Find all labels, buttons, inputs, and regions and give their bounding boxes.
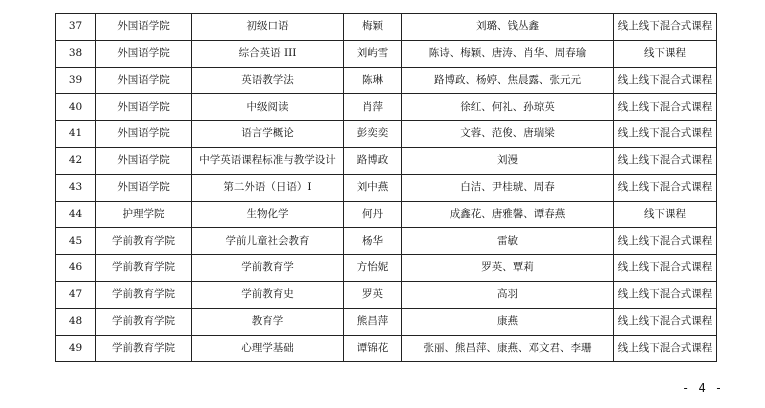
lead-teacher-cell: 彭奕奕: [344, 121, 402, 148]
course-type-cell: 线上线下混合式课程: [614, 67, 717, 94]
college-cell: 学前教育学院: [96, 228, 192, 255]
lead-teacher-cell: 杨华: [344, 228, 402, 255]
row-number-cell: 40: [56, 94, 96, 121]
lead-teacher-cell: 谭锦花: [344, 335, 402, 362]
row-number-cell: 49: [56, 335, 96, 362]
team-members-cell: 白洁、尹桂琥、周春: [402, 174, 614, 201]
college-cell: 外国语学院: [96, 174, 192, 201]
course-name-cell: 中级阅读: [192, 94, 344, 121]
course-type-cell: 线上线下混合式课程: [614, 255, 717, 282]
team-members-cell: 陈诗、梅颖、唐涛、肖华、周春瑜: [402, 40, 614, 67]
course-name-cell: 心理学基础: [192, 335, 344, 362]
lead-teacher-cell: 梅颖: [344, 14, 402, 41]
row-number-cell: 39: [56, 67, 96, 94]
course-name-cell: 学前儿童社会教育: [192, 228, 344, 255]
course-type-cell: 线上线下混合式课程: [614, 174, 717, 201]
course-name-cell: 中学英语课程标准与教学设计: [192, 147, 344, 174]
team-members-cell: 康燕: [402, 308, 614, 335]
table-row: [56, 255, 717, 282]
lead-teacher-cell: 路博政: [344, 147, 402, 174]
college-cell: 学前教育学院: [96, 255, 192, 282]
row-number-cell: 46: [56, 255, 96, 282]
lead-teacher-cell: 熊昌萍: [344, 308, 402, 335]
course-name-cell: 学前教育史: [192, 281, 344, 308]
course-name-cell: 学前教育学: [192, 255, 344, 282]
course-type-cell: 线上线下混合式课程: [614, 14, 717, 41]
college-cell: 外国语学院: [96, 121, 192, 148]
course-type-cell: 线上线下混合式课程: [614, 121, 717, 148]
lead-teacher-cell: 刘屿雪: [344, 40, 402, 67]
table-row: [56, 121, 717, 148]
college-cell: 外国语学院: [96, 94, 192, 121]
course-name-cell: 英语教学法: [192, 67, 344, 94]
row-number-cell: 41: [56, 121, 96, 148]
lead-teacher-cell: 罗英: [344, 281, 402, 308]
table-row: [56, 308, 717, 335]
team-members-cell: 成鑫花、唐雅馨、谭春燕: [402, 201, 614, 228]
college-cell: 护理学院: [96, 201, 192, 228]
row-number-cell: 48: [56, 308, 96, 335]
table-row: [56, 40, 717, 67]
table-row: [56, 228, 717, 255]
row-number-cell: 37: [56, 14, 96, 41]
row-number-cell: 45: [56, 228, 96, 255]
course-type-cell: 线下课程: [614, 201, 717, 228]
team-members-cell: 张丽、熊昌萍、康燕、邓文君、李珊: [402, 335, 614, 362]
course-table: [55, 13, 717, 362]
team-members-cell: 刘璐、钱丛鑫: [402, 14, 614, 41]
course-type-cell: 线上线下混合式课程: [614, 228, 717, 255]
course-type-cell: 线上线下混合式课程: [614, 147, 717, 174]
college-cell: 学前教育学院: [96, 281, 192, 308]
college-cell: 学前教育学院: [96, 308, 192, 335]
college-cell: 外国语学院: [96, 14, 192, 41]
table-row: [56, 147, 717, 174]
team-members-cell: 路博政、杨婷、焦晨露、张元元: [402, 67, 614, 94]
course-name-cell: 教育学: [192, 308, 344, 335]
table-row: [56, 14, 717, 41]
college-cell: 外国语学院: [96, 40, 192, 67]
lead-teacher-cell: 方怡妮: [344, 255, 402, 282]
course-type-cell: 线上线下混合式课程: [614, 281, 717, 308]
lead-teacher-cell: 刘中燕: [344, 174, 402, 201]
team-members-cell: 文蓉、范俊、唐瑞梁: [402, 121, 614, 148]
table-row: [56, 67, 717, 94]
course-name-cell: 综合英语 III: [192, 40, 344, 67]
course-type-cell: 线上线下混合式课程: [614, 335, 717, 362]
college-cell: 学前教育学院: [96, 335, 192, 362]
course-name-cell: 初级口语: [192, 14, 344, 41]
course-type-cell: 线上线下混合式课程: [614, 94, 717, 121]
row-number-cell: 38: [56, 40, 96, 67]
table-row: [56, 281, 717, 308]
course-table-body: [56, 14, 717, 362]
lead-teacher-cell: 肖萍: [344, 94, 402, 121]
course-name-cell: 生物化学: [192, 201, 344, 228]
row-number-cell: 44: [56, 201, 96, 228]
row-number-cell: 43: [56, 174, 96, 201]
page-number: - 4 -: [682, 381, 724, 395]
table-row: [56, 174, 717, 201]
team-members-cell: 刘漫: [402, 147, 614, 174]
team-members-cell: 雷敏: [402, 228, 614, 255]
row-number-cell: 47: [56, 281, 96, 308]
table-row: [56, 94, 717, 121]
table-row: [56, 201, 717, 228]
course-name-cell: 第二外语（日语）Ⅰ: [192, 174, 344, 201]
college-cell: 外国语学院: [96, 147, 192, 174]
course-type-cell: 线上线下混合式课程: [614, 308, 717, 335]
course-name-cell: 语言学概论: [192, 121, 344, 148]
table-row: [56, 335, 717, 362]
team-members-cell: 罗英、覃莉: [402, 255, 614, 282]
team-members-cell: 高羽: [402, 281, 614, 308]
lead-teacher-cell: 陈琳: [344, 67, 402, 94]
team-members-cell: 徐红、何礼、孙琼英: [402, 94, 614, 121]
course-type-cell: 线下课程: [614, 40, 717, 67]
row-number-cell: 42: [56, 147, 96, 174]
college-cell: 外国语学院: [96, 67, 192, 94]
course-table-container: [55, 13, 716, 362]
lead-teacher-cell: 何丹: [344, 201, 402, 228]
